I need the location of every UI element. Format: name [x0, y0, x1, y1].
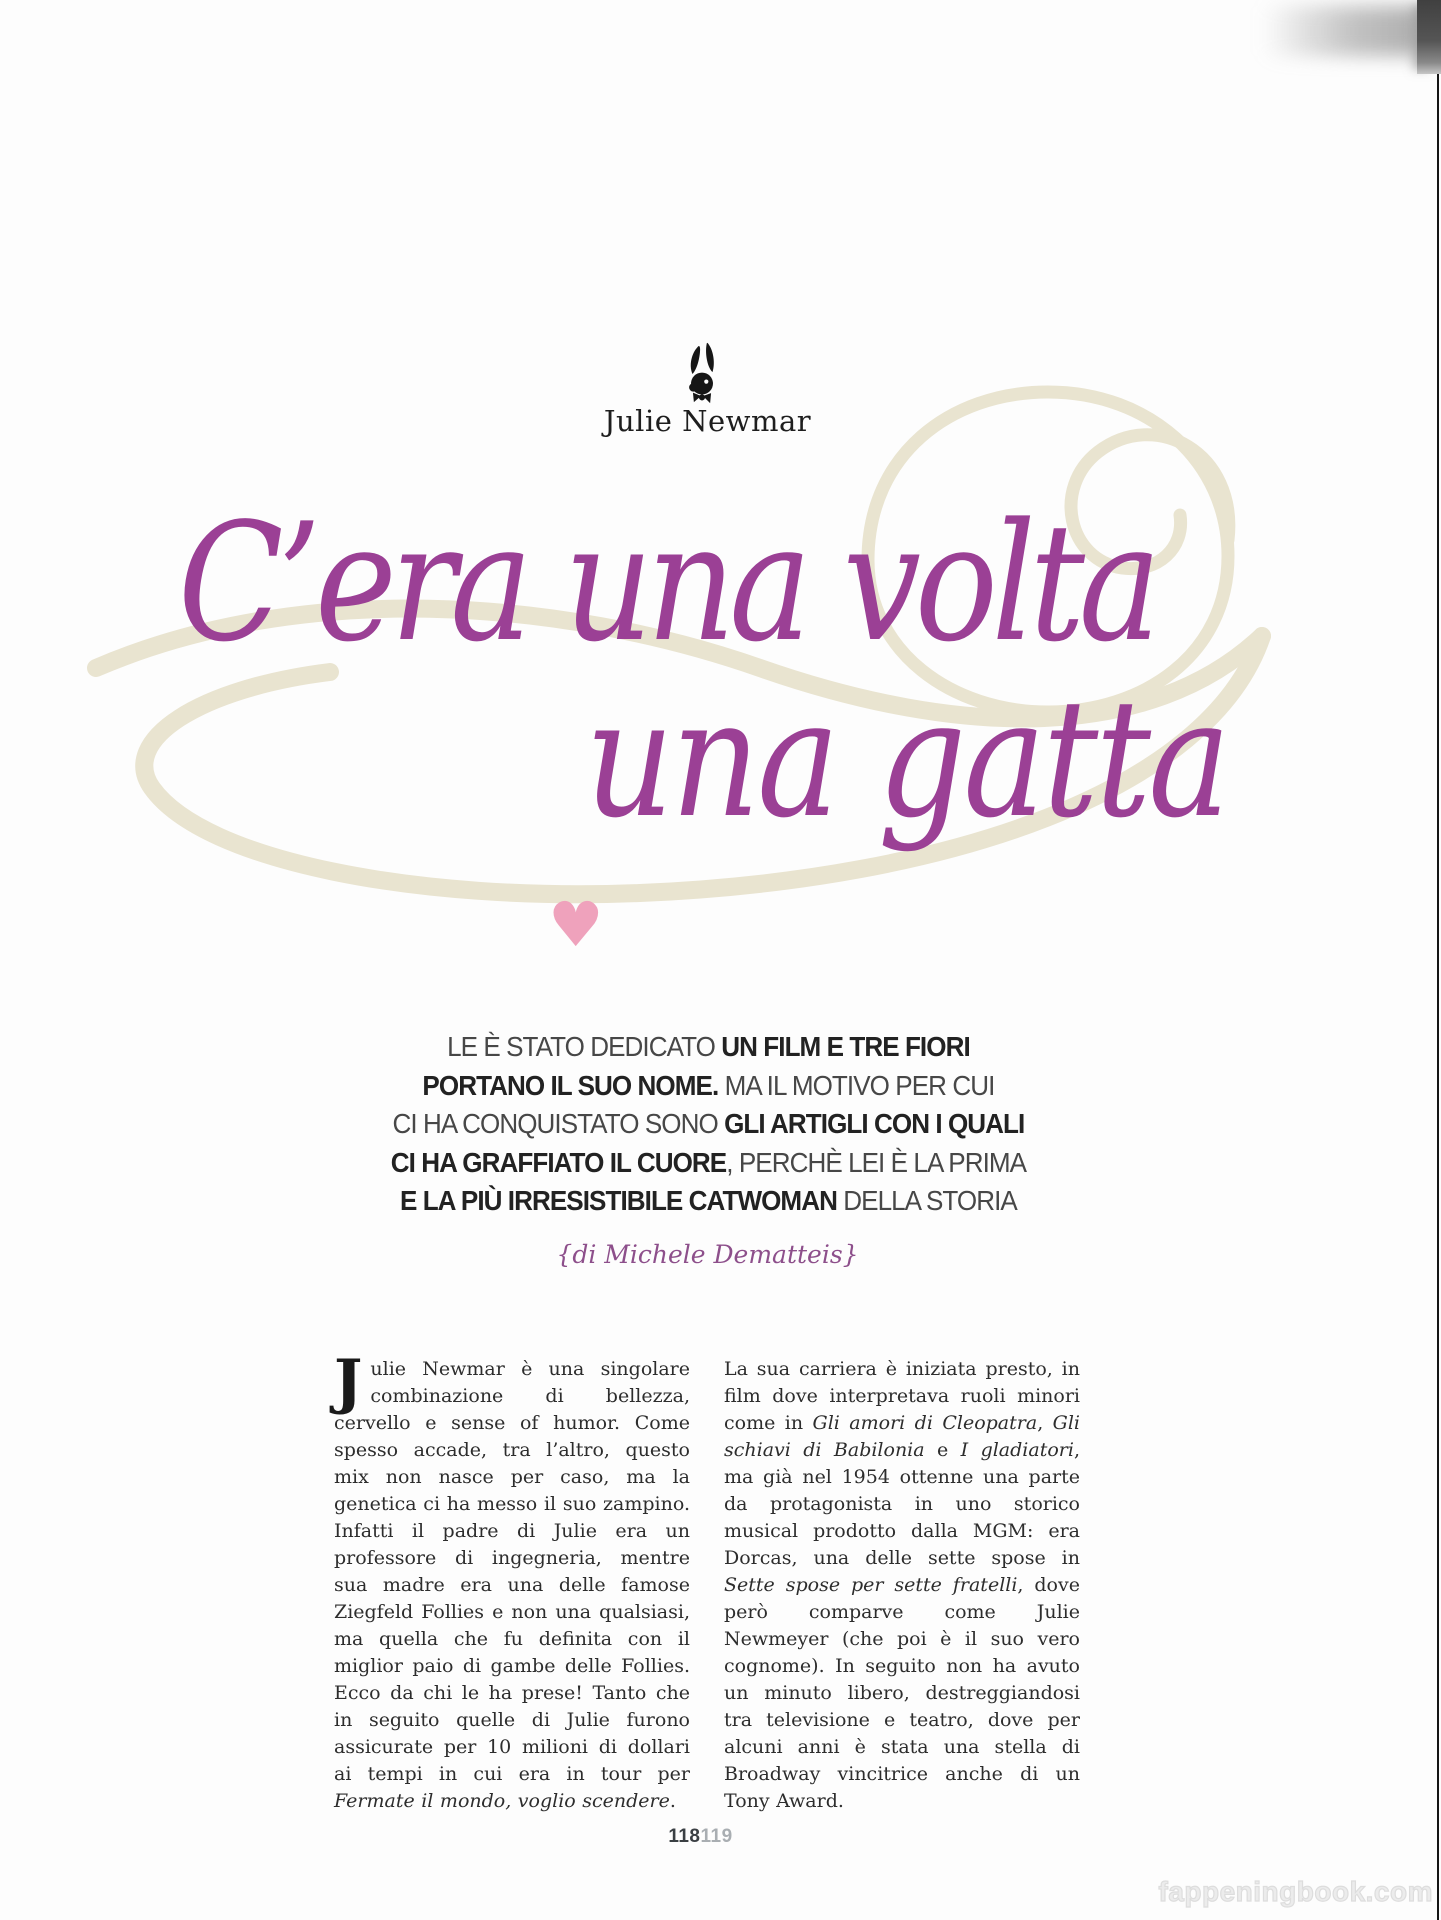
article-body — [334, 1347, 1081, 1815]
text-segment: I gladiatori — [960, 1439, 1074, 1461]
drop-cap: J — [334, 1347, 363, 1417]
text-segment: , ma già nel 1954 ottenne una parte da protagonista in uno storico musical prodotto dalla MGM: era Dorcas, una delle sette spose in — [724, 1439, 1080, 1569]
page-numbers — [0, 1826, 1441, 1848]
heart-icon: ♥ — [548, 888, 604, 961]
byline: {di Michele Dematteis} — [556, 1240, 859, 1269]
text-segment: UN FILM E TRE FIORI — [721, 1031, 970, 1062]
text-segment: , dove però comparve come Julie Newmeyer (che poi è il suo vero cognome). In seguito non ha avuto un minuto libero, destreggiandosi tra televisione e teatro, dove per alcuni anni è stata una stella di Broadway vincitrice anche di un Tony Award. — [724, 1574, 1080, 1812]
text-segment: Gli schiavi di Babilonia — [724, 1412, 1081, 1461]
article-kicker: Julie Newmar — [603, 404, 812, 438]
text-segment: , PERCHÈ LEI È LA PRIMA — [726, 1146, 1027, 1178]
page-number-next: 119 — [700, 1826, 733, 1847]
text-segment: LE È STATO DEDICATO — [447, 1031, 722, 1062]
text-segment: CI HA GRAFFIATO IL CUORE — [390, 1146, 727, 1178]
headline-line1: C’era una volta — [178, 488, 1155, 678]
text-segment: , — [1037, 1412, 1053, 1434]
text-segment: GLI ARTIGLI CON I QUALI — [724, 1108, 1025, 1139]
text-segment: DELLA STORIA — [836, 1185, 1017, 1216]
article-column-left — [334, 1347, 690, 1815]
site-watermark: fappeningbook.com — [1158, 1876, 1433, 1907]
text-segment: PORTANO IL SUO NOME. — [422, 1069, 719, 1101]
headline-line2: una gatta — [585, 664, 1228, 854]
text-segment: Gli amori di Cleopatra — [812, 1412, 1038, 1434]
page-edge-line — [1437, 74, 1439, 1920]
playboy-bunny-icon — [681, 342, 723, 406]
text-segment: Fermate il mondo, voglio scendere — [334, 1790, 670, 1812]
article-column-right — [724, 1356, 1080, 1815]
intro-standfirst — [50, 1028, 1390, 1221]
text-segment: ulie Newmar è una singolare combinazione di bellezza, cervello e sense of humor. Come spesso accade, tra l’altro, questo mix non nasce per caso, ma la genetica ci ha messo il suo zampino. Infatti il padre di Julie era un professore di ingegneria, mentre sua madre era una delle famose Ziegfeld Follies e non una qualsiasi, ma quella che fu definita con il miglior paio di gambe delle Follies. Ecco da chi le ha prese! Tanto che in seguito quelle di Julie furono assicurate per 10 milioni di dollari ai tempi in cui era in tour per — [334, 1358, 690, 1785]
text-segment: CI HA CONQUISTATO SONO — [392, 1108, 725, 1139]
text-segment: Sette spose per sette fratelli — [724, 1574, 1018, 1596]
page-number-current: 118 — [668, 1826, 701, 1847]
article-right-text — [724, 1358, 1080, 1812]
text-segment: . — [669, 1790, 676, 1812]
text-segment: e — [924, 1439, 961, 1461]
article-left-text — [334, 1347, 690, 1812]
text-segment: E — [399, 1185, 423, 1216]
blurred-watermark — [1262, 6, 1424, 56]
text-segment: LA PIÙ IRRESISTIBILE CATWOMAN — [422, 1185, 837, 1216]
text-segment: MA IL MOTIVO PER CUI — [718, 1069, 995, 1101]
page-edge-shadow — [1417, 0, 1441, 74]
text-segment: La sua carriera è iniziata presto, in film dove interpretava ruoli minori come in — [724, 1358, 1080, 1434]
